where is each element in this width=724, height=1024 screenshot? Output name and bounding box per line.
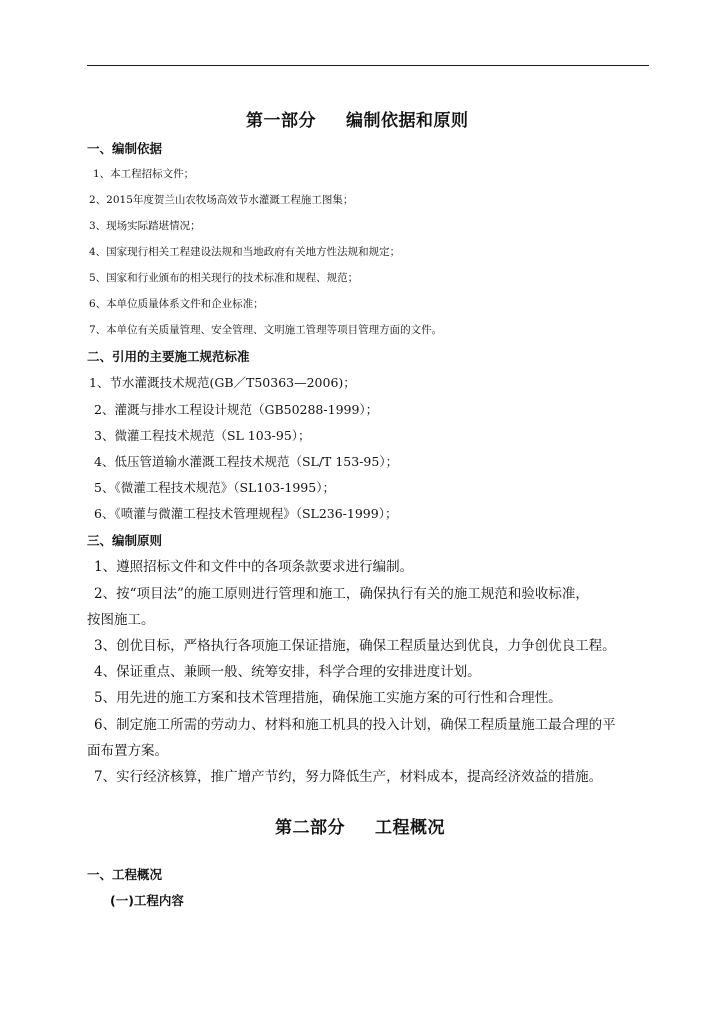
basis-item-5: 5、国家和行业颁布的相关现行的技术标准和规程、规范； [89, 272, 359, 284]
principle-line-1: 1、遵照招标文件和文件中的各项条款要求进行编制。 [94, 559, 414, 575]
standards-heading: 二、引用的主要施工规范标准 [87, 349, 250, 364]
standard-item-1: 1、节水灌溉技术规范(GB／T50363—2006)； [89, 375, 356, 390]
overview-heading: 一、工程概况 [87, 867, 163, 882]
part1-title [246, 113, 469, 130]
part1-title-number: 第一部分 [246, 111, 316, 131]
principles-heading: 三、编制原则 [87, 533, 163, 548]
principle-line-3: 按图施工。 [87, 612, 155, 628]
part2-title-text: 工程概况 [375, 818, 445, 838]
basis-item-4: 4、国家现行相关工程建设法规和当地政府有关地方性法规和规定； [89, 246, 401, 258]
principle-line-8: 面布置方案。 [87, 743, 168, 759]
part2-title-number: 第二部分 [275, 818, 345, 838]
standard-item-2: 2、灌溉与排水工程设计规范（GB50288-1999）； [94, 402, 379, 417]
overview-subheading: (一)工程内容 [110, 893, 184, 908]
header-rule [87, 65, 649, 66]
standard-item-6: 6、《喷灌与微灌工程技术管理规程》（SL236-1999）； [94, 506, 398, 521]
part2-title [275, 820, 445, 837]
principle-line-7: 6、制定施工所需的劳动力、材料和施工机具的投入计划，确保工程质量施工最合理的平 [94, 717, 616, 733]
standard-item-4: 4、低压管道输水灌溉工程技术规范（SL/T 153-95）； [94, 454, 399, 469]
basis-heading: 一、编制依据 [87, 141, 163, 156]
principle-line-2: 2、按“项目法”的施工原则进行管理和施工，确保执行有关的施工规范和验收标准， [94, 586, 589, 602]
principle-line-5: 4、保证重点、兼顾一般、统筹安排，科学合理的安排进度计划。 [94, 664, 481, 680]
basis-item-6: 6、本单位质量体系文件和企业标准； [89, 298, 264, 310]
basis-item-3: 3、现场实际踏堪情况； [89, 220, 201, 232]
principle-line-9: 7、实行经济核算，推广增产节约，努力降低生产，材料成本，提高经济效益的措施。 [94, 769, 603, 785]
standard-item-3: 3、微灌工程技术规范（SL 103-95）； [94, 428, 311, 443]
part1-title-text: 编制依据和原则 [346, 111, 469, 131]
principle-line-6: 5、用先进的施工方案和技术管理措施，确保施工实施方案的可行性和合理性。 [94, 690, 562, 706]
principle-line-4: 3、创优目标，严格执行各项施工保证措施，确保工程质量达到优良，力争创优良工程。 [94, 638, 616, 654]
basis-item-2: 2、2015年度贺兰山农牧场高效节水灌溉工程施工图集； [89, 194, 354, 206]
basis-item-7: 7、本单位有关质量管理、安全管理、文明施工管理等项目管理方面的文件。 [89, 324, 443, 336]
standard-item-5: 5、《微灌工程技术规范》（SL103-1995）； [94, 480, 335, 495]
basis-item-1: 1、本工程招标文件； [93, 168, 195, 180]
